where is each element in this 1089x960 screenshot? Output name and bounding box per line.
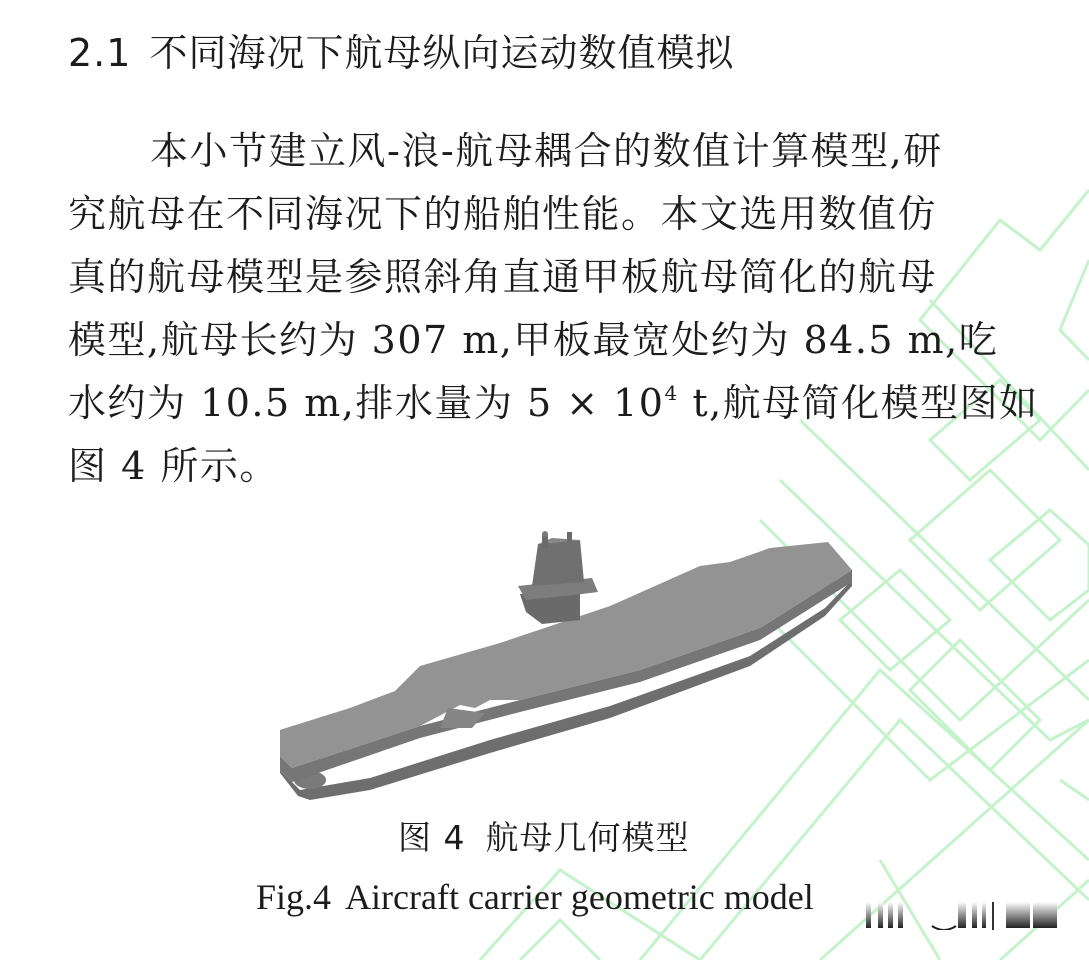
section-heading <box>68 22 734 77</box>
cropped-text-artifact <box>866 900 1066 930</box>
exponent: 4 <box>664 381 679 405</box>
paragraph-line-5-tail: t,航母简化模型图如 <box>678 381 1039 425</box>
paragraph-line-3: 真的航母模型是参照斜角直通甲板航母简化的航母 <box>68 255 938 299</box>
figure-caption-chinese <box>398 812 690 859</box>
figure-number-en: Fig.4 <box>256 877 332 917</box>
paragraph-line-2: 究航母在不同海况下的船舶性能。本文选用数值仿 <box>68 192 938 236</box>
paragraph-line-5-head: 水约为 10.5 m,排水量为 5 × 10 <box>68 381 665 425</box>
paragraph-line-4: 模型,航母长约为 307 m,甲板最宽处约为 84.5 m,吃 <box>68 318 999 362</box>
paragraph-line-5 <box>68 372 1039 427</box>
paragraph-line-1: 本小节建立风-浪-航母耦合的数值计算模型,研 <box>150 129 943 173</box>
figure-title-en: Aircraft carrier geometric model <box>345 877 814 917</box>
figure-number-cn: 图 4 <box>398 818 466 857</box>
figure-caption-english <box>256 876 814 918</box>
figure-title-cn: 航母几何模型 <box>485 818 690 857</box>
section-title-text: 不同海况下航母纵向运动数值模拟 <box>149 31 735 75</box>
paragraph-line-6: 图 4 所示。 <box>68 444 279 488</box>
aircraft-carrier-model-image <box>280 528 880 803</box>
section-number: 2.1 <box>68 31 132 75</box>
